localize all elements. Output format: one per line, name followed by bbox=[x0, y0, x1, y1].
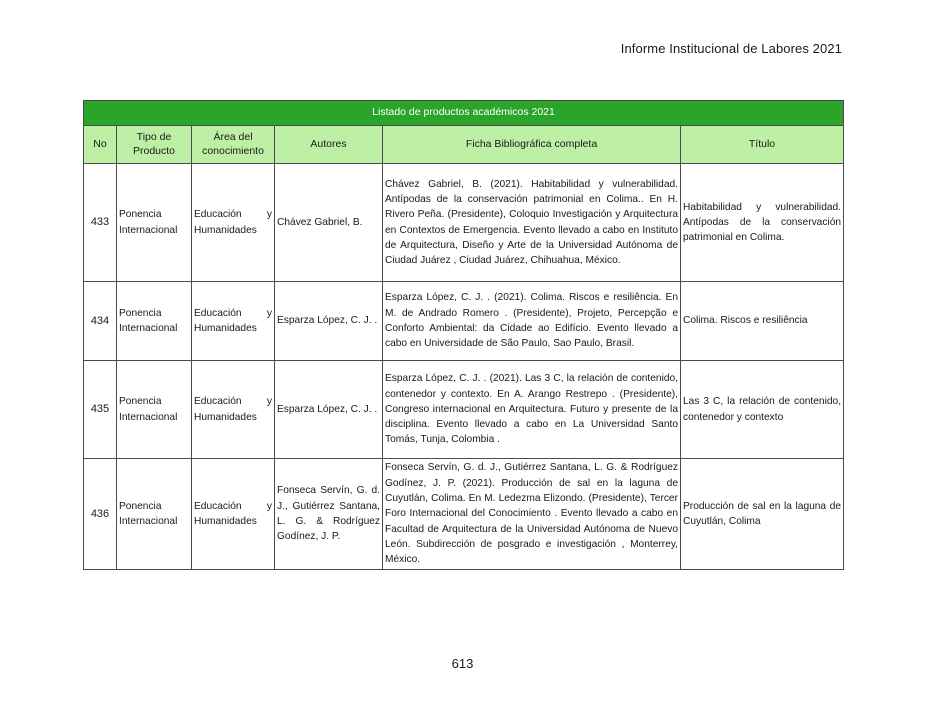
cell-area: Educación y Humanidades bbox=[192, 164, 275, 282]
page-header-title: Informe Institucional de Labores 2021 bbox=[620, 41, 842, 56]
cell-no: 434 bbox=[84, 282, 117, 361]
cell-area: Educación y Humanidades bbox=[192, 361, 275, 459]
table-row bbox=[84, 282, 844, 361]
cell-autores: Esparza López, C. J. . bbox=[275, 282, 383, 361]
cell-no: 435 bbox=[84, 361, 117, 459]
cell-tipo: Ponencia Internacional bbox=[117, 361, 192, 459]
cell-ficha: Esparza López, C. J. . (2021). Colima. Riscos e resiliência. En M. de Andrado Romero . (Presidente), Projeto, Percepção e Conforto Ambiental: da Cidade ao Edifício. Evento llevado a cabo en Universidade de São Paulo, Sao Paulo, Brasil. bbox=[383, 282, 681, 361]
column-header-autores: Autores bbox=[275, 126, 383, 164]
table-row bbox=[84, 361, 844, 459]
cell-ficha: Chávez Gabriel, B. (2021). Habitabilidad y vulnerabilidad. Antípodas de la conservación patrimonial en Colima.. En H. Rivero Peña. (Presidente), Coloquio Investigación y Arquitectura en Contextos de Emergencia. Evento llevado a cabo en Instituto de Arquitectura, Diseño y Arte de la Universidad Autónoma de Ciudad Juárez , Ciudad Juárez, Chihuahua, México. bbox=[383, 164, 681, 282]
cell-no: 436 bbox=[84, 459, 117, 570]
cell-titulo: Producción de sal en la laguna de Cuyutlán, Colima bbox=[681, 459, 844, 570]
table-header-row bbox=[84, 126, 844, 164]
products-table bbox=[83, 100, 844, 570]
table-caption-row bbox=[84, 101, 844, 126]
cell-autores: Chávez Gabriel, B. bbox=[275, 164, 383, 282]
cell-tipo: Ponencia Internacional bbox=[117, 459, 192, 570]
table-row bbox=[84, 459, 844, 570]
cell-tipo: Ponencia Internacional bbox=[117, 164, 192, 282]
cell-area: Educación y Humanidades bbox=[192, 282, 275, 361]
column-header-titulo: Título bbox=[681, 126, 844, 164]
column-header-no: No bbox=[84, 126, 117, 164]
cell-autores: Fonseca Servín, G. d. J., Gutiérrez Santana, L. G. & Rodríguez Godínez, J. P. bbox=[275, 459, 383, 570]
cell-autores: Esparza López, C. J. . bbox=[275, 361, 383, 459]
table-row bbox=[84, 164, 844, 282]
cell-titulo: Habitabilidad y vulnerabilidad. Antípodas de la conservación patrimonial en Colima. bbox=[681, 164, 844, 282]
cell-tipo: Ponencia Internacional bbox=[117, 282, 192, 361]
cell-no: 433 bbox=[84, 164, 117, 282]
column-header-area: Área del conocimiento bbox=[192, 126, 275, 164]
cell-ficha: Esparza López, C. J. . (2021). Las 3 C, la relación de contenido, contenedor y contexto. En A. Arango Restrepo . (Presidente), Congreso internacional en Arquitectura. Futuro y presente de la disciplina. Evento llevado a cabo en La Universidad Santo Tomás, Tunja, Colombia . bbox=[383, 361, 681, 459]
table-caption: Listado de productos académicos 2021 bbox=[84, 101, 844, 126]
cell-titulo: Colima. Riscos e resiliência bbox=[681, 282, 844, 361]
column-header-ficha: Ficha Bibliográfica completa bbox=[383, 126, 681, 164]
cell-ficha: Fonseca Servín, G. d. J., Gutiérrez Santana, L. G. & Rodríguez Godínez, J. P. (2021). Producción de sal en la laguna de Cuyutlán, Colima. En M. Ledezma Elizondo. (Presidente), Tercer Foro Internacional del Conocimiento . Evento llevado a cabo en Facultad de Arquitectura de la Universidad Autónoma de Nuevo León. Subdirección de posgrado e investigación , Monterrey, México. bbox=[383, 459, 681, 570]
cell-titulo: Las 3 C, la relación de contenido, contenedor y contexto bbox=[681, 361, 844, 459]
page-number: 613 bbox=[451, 656, 474, 671]
column-header-tipo: Tipo de Producto bbox=[117, 126, 192, 164]
cell-area: Educación y Humanidades bbox=[192, 459, 275, 570]
